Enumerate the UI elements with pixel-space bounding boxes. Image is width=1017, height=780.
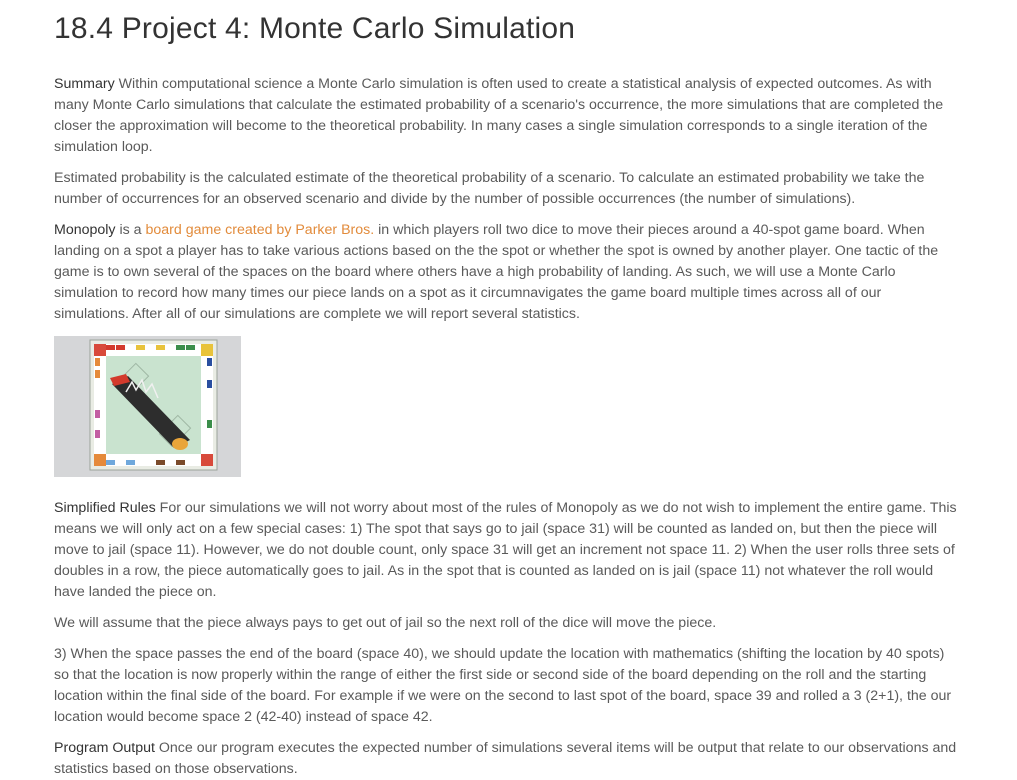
monopoly-text: in which players roll two dice to move their pieces around a 40-spot game board. When landing on a spot a player has to take various actions based on the the spot or whether the spot is owned by another player. One tactic of the game is to own several of the spaces on the board where others have a high probability of landing. As such, we will use a Monte Carlo simulation to record how many times our piece lands on a spot as it circumnavigates the game board multiple times across all of our simulations. After all of our simulations are complete we will report several statistics. [54,222,939,322]
summary-paragraph [54,74,959,158]
monopoly-board-illustration [54,336,241,477]
parker-bros-link[interactable]: board game created by Parker Bros. [145,222,375,238]
article-body [54,74,959,780]
summary-text: Within computational science a Monte Carlo simulation is often used to create a statistical analysis of expected outcomes. As with many Monte Carlo simulations that calculate the estimated probability of a scenario's occurrence, the more simulations that are completed the closer the approximation will become to the theoretical probability. In many cases a single simulation corresponds to a single iteration of the simulation loop. [54,76,944,155]
output-lead: Program Output [54,740,155,756]
program-output-paragraph [54,738,959,780]
monopoly-lead: Monopoly [54,222,116,238]
estimated-probability-paragraph: Estimated probability is the calculated estimate of the theoretical probability of a scenario. To calculate an estimated probability we take the number of occurrences for an observed scenario and divide by the number of possible occurrences (the number of simulations). [54,170,925,207]
wraparound-paragraph: 3) When the space passes the end of the board (space 40), we should update the location with mathematics (shifting the location by 40 spots) so that the location is now properly within the range of either the first side or second side of the board depending on the roll and the starting location within the final side of the board. For example if we were on the second to last spot of the board, space 39 and rolled a 3 (2+1), the our location would become space 2 (42-40) instead of space 42. [54,646,952,725]
output-text: Once our program executes the expected number of simulations several items will be output that relate to our observations and statistics based on those observations. [54,740,957,777]
monopoly-board-image [54,336,241,477]
jail-paragraph: We will assume that the piece always pays to get out of jail so the next roll of the dice will move the piece. [54,615,717,631]
rules-text: For our simulations we will not worry about most of the rules of Monopoly as we do not wish to implement the entire game. This means we will only act on a few special cases: 1) The spot that says go to jail (space 31) will be counted as landed on, but then the piece will move to jail (space 11). However, we do not double count, only space 31 will get an increment not space 11. 2) When the user rolls three sets of doubles in a row, the piece automatically goes to jail. As in the spot that is counted as landed on is jail (space 11) not whatever the roll would have landed the piece on. [54,500,957,600]
page-title: 18.4 Project 4: Monte Carlo Simulation [54,12,576,45]
rules-lead: Simplified Rules [54,500,156,516]
simplified-rules-paragraph [54,498,959,603]
summary-lead: Summary [54,76,115,92]
monopoly-paragraph [54,220,959,325]
monopoly-pre: is a [115,222,146,238]
